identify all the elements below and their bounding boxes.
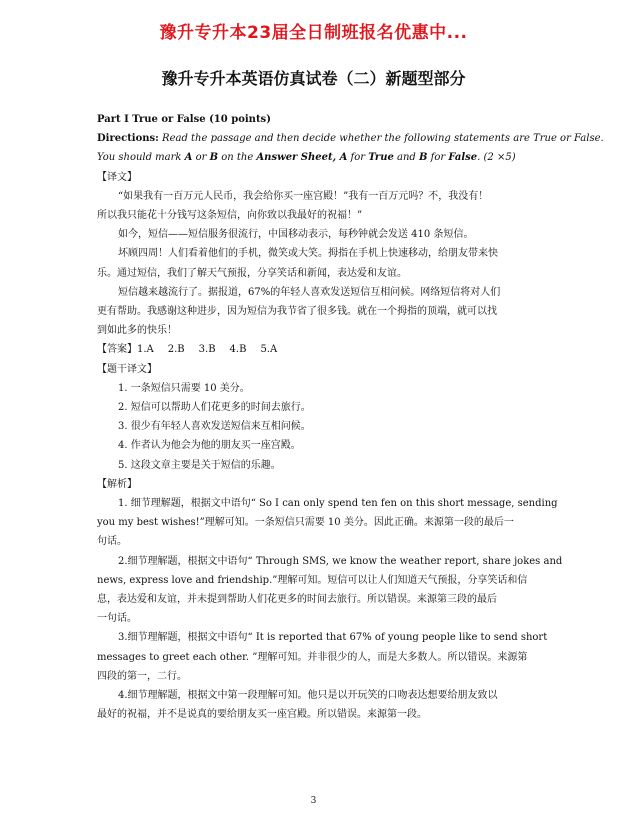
answer-label: 【答案】 [97, 344, 137, 356]
answer-item: 4.B [229, 344, 247, 356]
directions-for: for [347, 152, 369, 164]
question-item: 1. 一条短信只需要 10 美分。 [118, 382, 250, 394]
analysis-line: 4.细节理解题，根据文中第一段理解可知。他只是以开玩笑的口吻表达想要给朋友致以 [118, 690, 498, 702]
page-number: 3 [310, 796, 317, 806]
part-heading: Part I True or False (10 points) [97, 114, 271, 125]
translation-line: 如今，短信——短信服务很流行，中国移动表示，每秒钟就会发送 410 条短信。 [118, 229, 474, 241]
analysis-line: 一句话。 [97, 613, 137, 625]
directions-for2: for [427, 152, 449, 164]
analysis-line: 1. 细节理解题，根据文中语句“ So I can only spend ten fen on this short message, sending [118, 498, 558, 510]
analysis-line: 句话。 [97, 536, 127, 548]
directions-or: or [192, 152, 210, 164]
directions-on-the: on the [218, 152, 257, 164]
directions-text-2a: You should mark [97, 152, 185, 164]
answer-item: 5.A [260, 344, 278, 356]
question-item: 5. 这段文章主要是关于短信的乐趣。 [118, 459, 281, 471]
directions-B: B [209, 152, 219, 164]
analysis-line: 2.细节理解题，根据文中语句“ Through SMS, we know the weather report, share jokes and [118, 555, 563, 567]
question-item: 2. 短信可以帮助人们花更多的时间去旅行。 [118, 402, 311, 414]
analysis-line: news, express love and friendship.”理解可知。短信可以让人们知道天气预报，分享笑话和信 [97, 574, 528, 586]
directions-line-2 [97, 148, 537, 167]
analysis-line: you my best wishes!”理解可知。一条短信只需要 10 美分。因此正确。来源第一段的最后一 [97, 517, 514, 529]
directions-and: and [393, 152, 420, 164]
analysis-line: 最好的祝福，并不是说真的要给朋友买一座宫殿。所以错误。来源第一段。 [97, 709, 427, 721]
directions-A: A [184, 152, 193, 164]
analysis-line: 息，表达爱和友谊，并未提到帮助人们花更多的时间去旅行。所以错误。来源第三段的最后 [97, 594, 497, 606]
directions-tail: . (2 ×5) [477, 152, 516, 164]
translation-line: 所以我只能花十分钱写这条短信，向你致以我最好的祝福！” [97, 210, 363, 222]
translation-label: 【译文】 [97, 171, 137, 183]
answer-row [97, 340, 537, 359]
promo-banner: 豫升专升本23届全日制班报名优惠中... [159, 23, 468, 43]
translation-line: 乐。通过短信，我们了解天气预报，分享笑话和新闻，表达爱和友谊。 [97, 267, 407, 279]
question-item: 4. 作者认为他会为他的朋友买一座宫殿。 [118, 440, 301, 452]
directions-answer-sheet: Answer Sheet, A [256, 152, 348, 164]
directions-false: False [448, 152, 478, 164]
question-item: 3. 很少有年轻人喜欢发送短信来互相问候。 [118, 421, 311, 433]
directions-text-1: Read the passage and then decide whether the following statements are True or False. [158, 133, 604, 145]
translation-line: “如果我有一百万元人民币，我会给你买一座宫殿！”我有一百万元吗？不，我没有！ [118, 190, 489, 202]
page-title: 豫升专升本英语仿真试卷（二）新题型部分 [161, 69, 466, 88]
document-body [97, 110, 604, 725]
translation-line: 到如此多的快乐！ [97, 325, 177, 337]
answer-item: 1.A [137, 344, 154, 356]
directions-B2: B [419, 152, 428, 164]
directions-label: Directions: [97, 133, 159, 145]
analysis-line: 3.细节理解题，根据文中语句“ It is reported that 67% of young people like to send short [118, 632, 548, 644]
answer-item: 3.B [198, 344, 216, 356]
translation-line: 更有帮助。我感谢这种进步，因为短信为我节省了很多钱。就在一个拇指的顶端，就可以找 [97, 306, 497, 318]
question-translation-label: 【题干译文】 [97, 363, 157, 375]
directions-line-1 [97, 129, 604, 148]
answer-item: 2.B [167, 344, 185, 356]
analysis-line: messages to greet each other. ”理解可知。并非很少的人，而是大多数人。所以错误。来源第 [97, 651, 528, 663]
analysis-line: 四段的第一，二行。 [97, 670, 187, 682]
directions-true: True [368, 152, 394, 164]
analysis-label: 【解析】 [97, 478, 137, 490]
translation-line: 坏顾四周！人们看着他们的手机，微笑或大笑。拇指在手机上快速移动，给朋友带来快 [118, 248, 498, 260]
translation-line: 短信越来越流行了。据报道，67%的年轻人喜欢发送短信互相问候。网络短信将对人们 [118, 286, 501, 298]
